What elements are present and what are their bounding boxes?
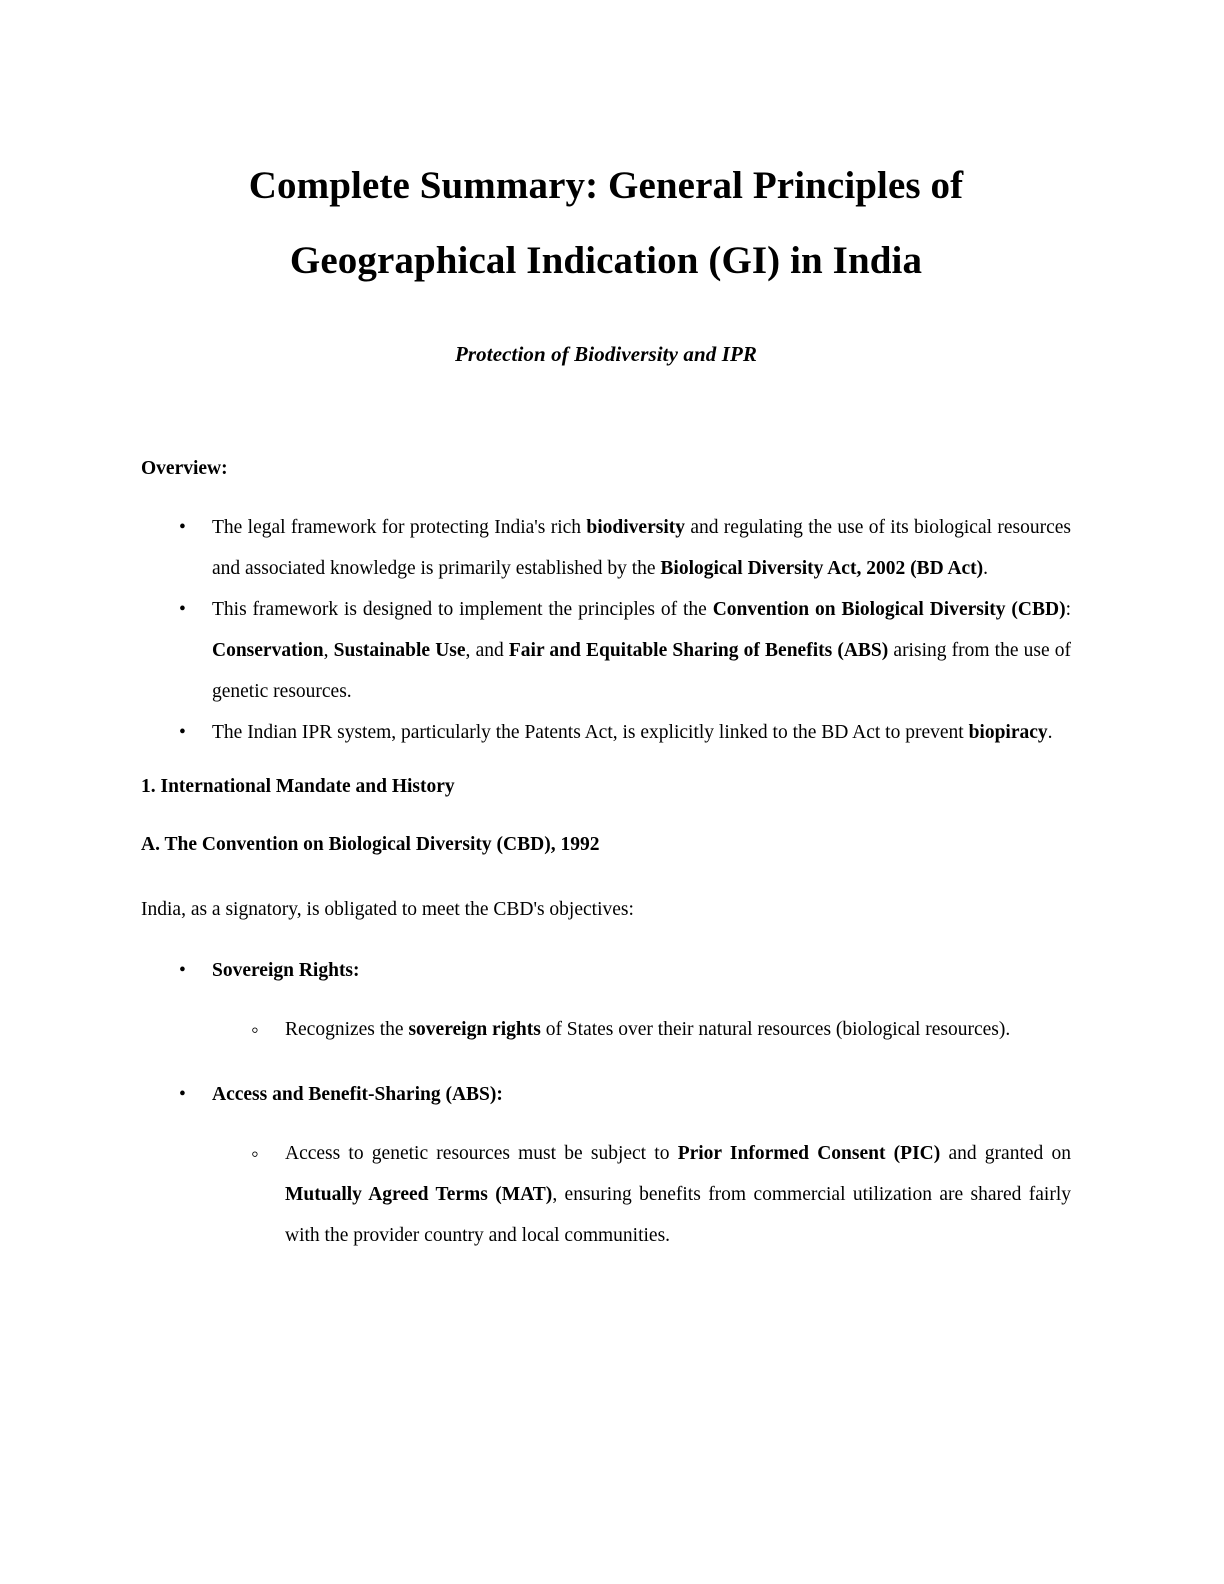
emphasis-text: Conservation: [212, 640, 324, 661]
spacer: [141, 930, 1071, 950]
spacer: [141, 1115, 1071, 1133]
document-content: [141, 0, 1071, 1256]
page-title-line-2: Geographical Indication (GI) in India: [289, 239, 923, 282]
body-text: of States over their natural resources (biological resources).: [540, 1019, 1011, 1040]
emphasis-text: Mutually Agreed Terms (MAT): [285, 1184, 553, 1205]
objectives-list: [141, 950, 1071, 991]
spacer: [141, 367, 1071, 411]
objectives-list-2: [141, 1074, 1071, 1115]
emphasis-text: Prior Informed Consent (PIC): [677, 1143, 941, 1164]
emphasis-text: Biological Diversity Act, 2002 (BD Act): [660, 558, 984, 579]
emphasis-text: Fair and Equitable Sharing of Benefits (ABS): [508, 640, 889, 661]
heading-section-1: 1. International Mandate and History: [141, 776, 455, 797]
heading-overview: Overview:: [141, 458, 228, 479]
body-text: , ensuring benefits from commercial utilization are shared fairly with the provider country and local communities.: [285, 1184, 1071, 1246]
emphasis-text: Convention on Biological Diversity (CBD): [712, 599, 1066, 620]
spacer: [141, 753, 1071, 773]
objective-0-subitems: [141, 1009, 1071, 1050]
spacer: [141, 1050, 1071, 1074]
objective-label: Access and Benefit-Sharing (ABS):: [212, 1084, 503, 1105]
list-item: [141, 507, 1071, 589]
spacer: [141, 859, 1071, 889]
body-text: The legal framework for protecting India's rich: [212, 517, 587, 538]
list-item: [141, 1009, 1071, 1050]
body-text: This framework is designed to implement the principles of the: [212, 599, 713, 620]
emphasis-text: biodiversity: [586, 517, 685, 538]
heading-subsection-a: A. The Convention on Biological Diversity (CBD), 1992: [141, 834, 600, 855]
body-text: arising from the use of genetic resources.: [212, 640, 1072, 702]
spacer: [141, 991, 1071, 1009]
body-text: :: [1065, 599, 1071, 620]
emphasis-text: Sustainable Use: [333, 640, 466, 661]
page-title: [141, 0, 1071, 298]
list-item: [141, 712, 1071, 753]
list-item: [141, 1074, 1071, 1115]
body-text: The Indian IPR system, particularly the Patents Act, is explicitly linked to the BD Act to prevent: [212, 722, 969, 743]
intro-paragraph: India, as a signatory, is obligated to meet the CBD's objectives:: [141, 899, 634, 920]
body-text: .: [1047, 722, 1053, 743]
page-title-line-1: Complete Summary: General Principles of: [248, 164, 964, 207]
body-text: ,: [323, 640, 334, 661]
objective-label: Sovereign Rights:: [212, 960, 360, 981]
page-subtitle: Protection of Biodiversity and IPR: [454, 342, 758, 366]
list-item: [141, 950, 1071, 991]
body-text: and regulating the use of its biological resources and associated knowledge is primarily established by the: [212, 517, 1071, 579]
spacer: [141, 483, 1071, 507]
emphasis-text: sovereign rights: [408, 1019, 541, 1040]
body-text: Recognizes the: [285, 1019, 409, 1040]
body-text: Access to genetic resources must be subject to: [285, 1143, 678, 1164]
overview-bullet-list: [141, 507, 1071, 753]
emphasis-text: biopiracy: [968, 722, 1048, 743]
spacer: [141, 411, 1071, 455]
body-text: , and: [465, 640, 509, 661]
spacer: [141, 801, 1071, 831]
list-item: [141, 1133, 1071, 1256]
body-text: .: [983, 558, 989, 579]
list-item: [141, 589, 1071, 712]
objective-1-subitems: [141, 1133, 1071, 1256]
body-text: and granted on: [940, 1143, 1071, 1164]
